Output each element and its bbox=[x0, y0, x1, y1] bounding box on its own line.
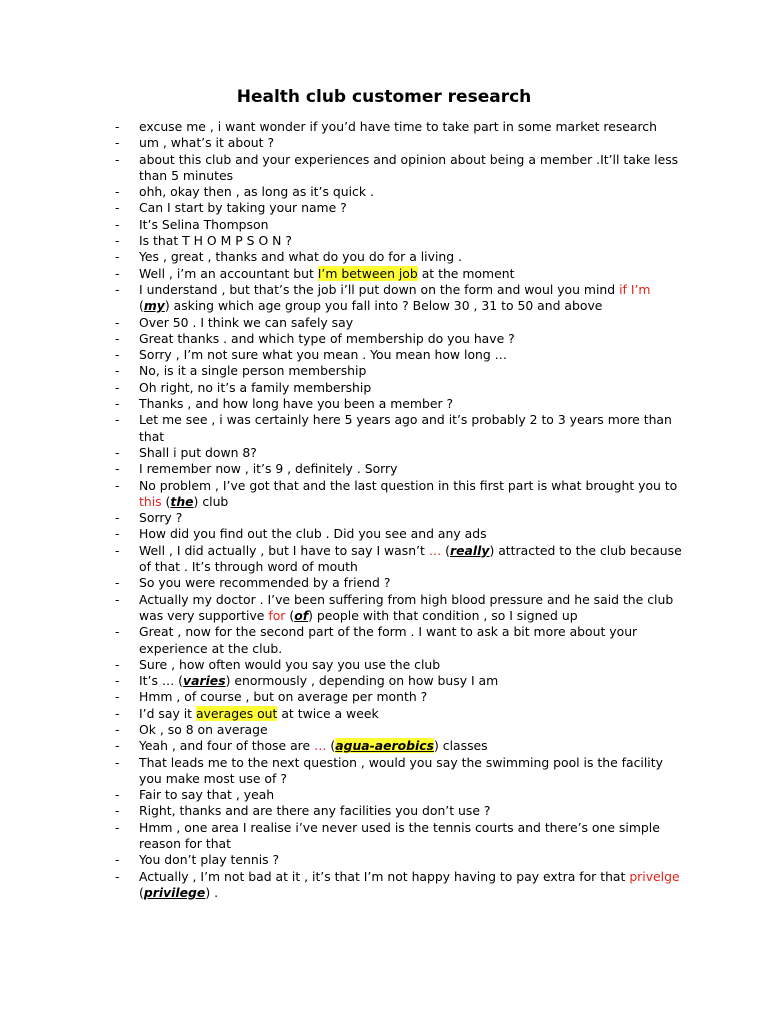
line-text: No problem , I’ve got that and the last question in this first part is what brought you to bbox=[139, 477, 678, 493]
line-text: ) people with that condition , so I signed up bbox=[308, 607, 578, 623]
line-text: ohh, okay then , as long as it’s quick . bbox=[139, 184, 374, 200]
bullet-dash: - bbox=[115, 575, 120, 591]
line-text: Hmm , one area I realise i’ve never used is the tennis courts and there’s one simple reason for that bbox=[139, 819, 660, 852]
error-marked-text: … bbox=[314, 738, 327, 754]
bullet-dash: - bbox=[115, 151, 120, 167]
line-text: Yes , great , thanks and what do you do for a living . bbox=[139, 249, 462, 265]
dialogue-line bbox=[113, 689, 683, 705]
line-text: Ok , so 8 on average bbox=[139, 721, 268, 737]
line-text: ( bbox=[285, 607, 295, 623]
dialogue-line bbox=[113, 738, 683, 754]
dialogue-line bbox=[113, 624, 683, 657]
line-text: ( bbox=[139, 298, 144, 314]
error-marked-text: for bbox=[268, 607, 286, 623]
line-text: Great thanks . and which type of membership do you have ? bbox=[139, 330, 515, 346]
bullet-dash: - bbox=[115, 819, 120, 835]
correction-word: really bbox=[449, 542, 490, 558]
dialogue-line bbox=[113, 722, 683, 738]
dialogue-line bbox=[113, 233, 683, 249]
line-text: Sorry ? bbox=[139, 510, 183, 526]
line-text: Thanks , and how long have you been a member ? bbox=[139, 396, 454, 412]
dialogue-line bbox=[113, 673, 683, 689]
dialogue-line bbox=[113, 363, 683, 379]
line-text: Shall i put down 8? bbox=[139, 444, 257, 460]
line-text: I’d say it bbox=[139, 705, 196, 721]
dialogue-line bbox=[113, 152, 683, 185]
line-text: Great , now for the second part of the form . I want to ask a bit more about your experience at the club. bbox=[139, 624, 638, 656]
bullet-dash: - bbox=[115, 119, 120, 134]
line-text: ( bbox=[161, 493, 171, 509]
line-text: It’s Selina Thompson bbox=[139, 216, 269, 232]
dialogue-line bbox=[113, 396, 683, 412]
line-text: at the moment bbox=[417, 265, 515, 281]
dialogue-line bbox=[113, 380, 683, 396]
bullet-dash: - bbox=[115, 314, 120, 330]
dialogue-line bbox=[113, 315, 683, 331]
bullet-dash: - bbox=[115, 754, 120, 770]
line-text: ( bbox=[326, 738, 336, 754]
bullet-dash: - bbox=[115, 363, 120, 379]
line-text: Actually , I’m not bad at it , it’s that I’m not happy having to pay extra for that bbox=[139, 868, 630, 884]
bullet-dash: - bbox=[115, 526, 120, 542]
dialogue-line bbox=[113, 803, 683, 819]
bullet-dash: - bbox=[115, 347, 120, 363]
bullet-dash: - bbox=[115, 281, 120, 297]
dialogue-line bbox=[113, 266, 683, 282]
dialogue-line bbox=[113, 852, 683, 868]
dialogue-line bbox=[113, 347, 683, 363]
bullet-dash: - bbox=[115, 444, 120, 460]
line-text: I remember now , it’s 9 , definitely . Sorry bbox=[139, 461, 398, 477]
line-text: That leads me to the next question , would you say the swimming pool is the facility you make most use of ? bbox=[139, 754, 663, 786]
line-text: Well , i’m an accountant but bbox=[139, 265, 318, 281]
line-text: I understand , but that’s the job i’ll put down on the form and woul you mind bbox=[139, 281, 620, 297]
bullet-dash: - bbox=[115, 673, 120, 689]
correction-word: the bbox=[170, 493, 194, 509]
bullet-dash: - bbox=[115, 803, 120, 819]
dialogue-line bbox=[113, 249, 683, 265]
line-text: Hmm , of course , but on average per month ? bbox=[139, 689, 428, 705]
line-text: Actually my doctor . I’ve been suffering from high blood pressure and he said the club was very supportive bbox=[139, 591, 674, 623]
dialogue-line bbox=[113, 706, 683, 722]
dialogue-line bbox=[113, 526, 683, 542]
dialogue-line bbox=[113, 510, 683, 526]
line-text: ) attracted to the club because of that . It’s through word of mouth bbox=[139, 542, 682, 575]
bullet-dash: - bbox=[115, 216, 120, 232]
line-text: at twice a week bbox=[277, 705, 379, 721]
correction-word: my bbox=[143, 298, 165, 314]
line-text: ( bbox=[441, 542, 450, 558]
line-text: You don’t play tennis ? bbox=[139, 852, 280, 868]
line-text: ) . bbox=[205, 884, 219, 900]
bullet-dash: - bbox=[115, 542, 120, 558]
bullet-dash: - bbox=[115, 705, 120, 721]
dialogue-line bbox=[113, 755, 683, 788]
dialogue-line bbox=[113, 869, 683, 902]
bullet-dash: - bbox=[115, 656, 120, 672]
dialogue-line bbox=[113, 331, 683, 347]
bullet-dash: - bbox=[115, 379, 120, 395]
correction-word: varies bbox=[183, 673, 226, 689]
dialogue-list bbox=[113, 119, 683, 901]
bullet-dash: - bbox=[115, 249, 120, 265]
line-text: Well , I did actually , but I have to say I wasn’t bbox=[139, 542, 429, 558]
correction-word: of bbox=[294, 607, 309, 623]
line-text: No, is it a single person membership bbox=[139, 363, 367, 379]
dialogue-line bbox=[113, 119, 683, 135]
bullet-dash: - bbox=[115, 787, 120, 803]
bullet-dash: - bbox=[115, 868, 120, 884]
dialogue-line bbox=[113, 543, 683, 576]
bullet-dash: - bbox=[115, 689, 120, 705]
dialogue-line bbox=[113, 592, 683, 625]
correction-word: agua-aerobics bbox=[335, 738, 435, 754]
highlighted-phrase: I’m between job bbox=[317, 265, 418, 281]
bullet-dash: - bbox=[115, 591, 120, 607]
line-text: It’s … ( bbox=[139, 673, 184, 689]
bullet-dash: - bbox=[115, 477, 120, 493]
line-text: Can I start by taking your name ? bbox=[139, 200, 347, 216]
highlighted-phrase: averages out bbox=[195, 705, 278, 721]
line-text: excuse me , i want wonder if you’d have time to take part in some market research bbox=[139, 119, 657, 134]
dialogue-line bbox=[113, 478, 683, 511]
bullet-dash: - bbox=[115, 184, 120, 200]
bullet-dash: - bbox=[115, 396, 120, 412]
line-text: Fair to say that , yeah bbox=[139, 787, 275, 803]
bullet-dash: - bbox=[115, 624, 120, 640]
bullet-dash: - bbox=[115, 330, 120, 346]
bullet-dash: - bbox=[115, 852, 120, 868]
dialogue-line bbox=[113, 135, 683, 151]
line-text: ) classes bbox=[434, 738, 488, 754]
dialogue-line bbox=[113, 217, 683, 233]
dialogue-line bbox=[113, 445, 683, 461]
line-text: Yeah , and four of those are bbox=[139, 738, 315, 754]
line-text: How did you find out the club . Did you see and any ads bbox=[139, 526, 487, 542]
line-text: Is that T H O M P S O N ? bbox=[139, 233, 292, 249]
line-text: Let me see , i was certainly here 5 years ago and it’s probably 2 to 3 years more than that bbox=[139, 412, 672, 444]
line-text: So you were recommended by a friend ? bbox=[139, 575, 391, 591]
line-text: um , what’s it about ? bbox=[139, 135, 275, 151]
dialogue-line bbox=[113, 787, 683, 803]
error-marked-text: … bbox=[428, 542, 442, 558]
dialogue-line bbox=[113, 575, 683, 591]
line-text: Sorry , I’m not sure what you mean . You mean how long … bbox=[139, 347, 508, 363]
dialogue-line bbox=[113, 461, 683, 477]
bullet-dash: - bbox=[115, 461, 120, 477]
line-text: Oh right, no it’s a family membership bbox=[139, 379, 372, 395]
bullet-dash: - bbox=[115, 135, 120, 151]
error-marked-text: privelge bbox=[629, 868, 680, 884]
bullet-dash: - bbox=[115, 721, 120, 737]
line-text: about this club and your experiences and opinion about being a member .It’ll take less than 5 minutes bbox=[139, 151, 679, 183]
line-text: Sure , how often would you say you use the club bbox=[139, 656, 441, 672]
bullet-dash: - bbox=[115, 233, 120, 249]
bullet-dash: - bbox=[115, 265, 120, 281]
bullet-dash: - bbox=[115, 200, 120, 216]
dialogue-line bbox=[113, 200, 683, 216]
dialogue-line bbox=[113, 820, 683, 853]
bullet-dash: - bbox=[115, 510, 120, 526]
line-text: Over 50 . I think we can safely say bbox=[139, 314, 354, 330]
page-title: Health club customer research bbox=[236, 87, 532, 107]
correction-word: privilege bbox=[143, 884, 206, 900]
line-text: ) club bbox=[193, 493, 229, 509]
dialogue-line bbox=[113, 657, 683, 673]
error-marked-text: this bbox=[139, 493, 162, 509]
error-marked-text: if I’m bbox=[619, 281, 651, 297]
line-text: ) enormously , depending on how busy I am bbox=[225, 673, 499, 689]
line-text: Right, thanks and are there any facilities you don’t use ? bbox=[139, 803, 491, 819]
line-text: ( bbox=[139, 884, 144, 900]
line-text: ) asking which age group you fall into ? Below 30 , 31 to 50 and above bbox=[164, 298, 603, 314]
dialogue-line bbox=[113, 412, 683, 445]
bullet-dash: - bbox=[115, 412, 120, 428]
dialogue-line bbox=[113, 282, 683, 315]
dialogue-line bbox=[113, 184, 683, 200]
bullet-dash: - bbox=[115, 738, 120, 754]
